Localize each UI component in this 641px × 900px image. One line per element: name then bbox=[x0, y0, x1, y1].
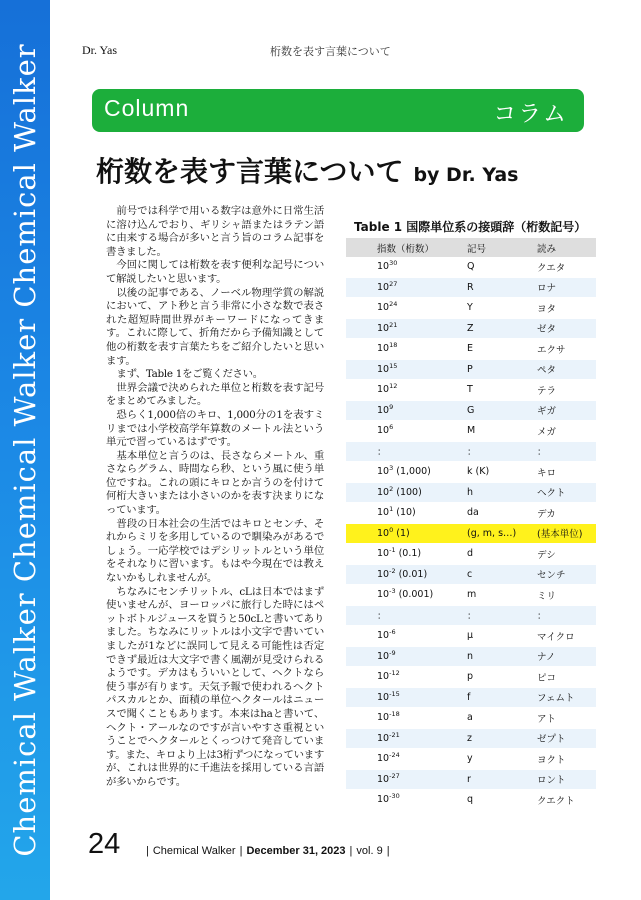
cell-reading: テラ bbox=[537, 380, 596, 401]
exponent-power: -3 bbox=[389, 587, 396, 596]
footer-volume: vol. 9 bbox=[356, 845, 383, 857]
table-row bbox=[346, 503, 596, 524]
exponent-power: 1 bbox=[389, 505, 394, 514]
cell-reading: キロ bbox=[537, 462, 596, 483]
cell-reading: ペタ bbox=[537, 359, 596, 380]
exponent-base: 10 bbox=[377, 691, 390, 703]
cell-exponent bbox=[346, 298, 467, 319]
cell-symbol: T bbox=[467, 380, 537, 401]
exponent-power: -2 bbox=[389, 566, 396, 575]
exponent-base: 10 bbox=[377, 773, 390, 785]
cell-symbol: Y bbox=[467, 298, 537, 319]
exponent-base: 10 bbox=[377, 261, 390, 273]
article-body bbox=[106, 205, 324, 790]
exponent-base: 10 bbox=[377, 527, 390, 539]
exponent-base: 10 bbox=[377, 425, 390, 437]
cell-exponent bbox=[346, 380, 467, 401]
exponent-base: 10 bbox=[377, 630, 390, 642]
cell-symbol: n bbox=[467, 646, 537, 667]
cell-exponent bbox=[346, 687, 467, 708]
exponent-base: 10 bbox=[377, 568, 390, 580]
cell-symbol: R bbox=[467, 277, 537, 298]
cell-exponent bbox=[346, 585, 467, 606]
cell-exponent bbox=[346, 318, 467, 339]
exponent-base: 10 bbox=[377, 404, 390, 416]
article-paragraph: 世界会議で決められた単位と桁数を表す記号をまとめてみました。 bbox=[106, 381, 324, 408]
exponent-base: 10 bbox=[377, 650, 390, 662]
exponent-base: 10 bbox=[377, 712, 390, 724]
table-row bbox=[346, 605, 596, 626]
table-row bbox=[346, 667, 596, 688]
header-reading: 読み bbox=[537, 238, 596, 257]
table-row bbox=[346, 298, 596, 319]
header-title: 桁数を表す言葉について bbox=[270, 45, 391, 58]
exponent-power: -18 bbox=[389, 710, 400, 719]
exponent-base: 10 bbox=[377, 322, 390, 334]
exponent-base: 10 bbox=[377, 589, 390, 601]
cell-reading: エクサ bbox=[537, 339, 596, 360]
cell-exponent bbox=[346, 708, 467, 729]
cell-symbol: p bbox=[467, 667, 537, 688]
footer-separator: | bbox=[239, 845, 243, 857]
cell-symbol: E bbox=[467, 339, 537, 360]
exponent-power: 27 bbox=[389, 279, 398, 288]
article-paragraph: 前号では科学で用いる数字は意外に日常生活に溶け込んでおり、ギリシャ語またはラテン語に由来する場合が多いと言う旨のコラム記事を書きました。 bbox=[106, 205, 324, 258]
table-row bbox=[346, 421, 596, 442]
exponent-power: 12 bbox=[389, 382, 398, 391]
cell-exponent bbox=[346, 790, 467, 811]
cell-exponent bbox=[346, 257, 467, 277]
cell-symbol: c bbox=[467, 564, 537, 585]
exponent-power: 0 bbox=[389, 525, 394, 534]
cell-symbol: a bbox=[467, 708, 537, 729]
exponent-note: (0.1) bbox=[395, 548, 422, 560]
cell-exponent bbox=[346, 462, 467, 483]
cell-reading: ヘクト bbox=[537, 482, 596, 503]
cell-symbol: r bbox=[467, 769, 537, 790]
footer-separator: | bbox=[146, 845, 149, 857]
cell-reading: アト bbox=[537, 708, 596, 729]
cell-symbol: k (K) bbox=[467, 462, 537, 483]
article-title-text: 桁数を表す言葉について bbox=[96, 155, 404, 188]
table-row bbox=[346, 482, 596, 503]
cell-reading: ピコ bbox=[537, 667, 596, 688]
cell-exponent bbox=[346, 749, 467, 770]
exponent-power: 24 bbox=[389, 300, 398, 309]
cell-reading: ヨクト bbox=[537, 749, 596, 770]
table-row bbox=[346, 749, 596, 770]
cell-symbol: f bbox=[467, 687, 537, 708]
cell-exponent bbox=[346, 482, 467, 503]
table-row bbox=[346, 626, 596, 647]
cell-exponent bbox=[346, 728, 467, 749]
cell-reading: メガ bbox=[537, 421, 596, 442]
cell-symbol: da bbox=[467, 503, 537, 524]
exponent-power: -24 bbox=[389, 751, 400, 760]
cell-symbol: Q bbox=[467, 257, 537, 277]
exponent-base: ： bbox=[377, 611, 387, 623]
article-paragraph: 以後の記事である、ノーベル物理学賞の解説において、アト秒と言う非常に小さな数で表された超短時間世界がキーワードになってきます。これに際して、折角だから予備知識として他の桁数を表す言葉たちをご紹介したいと思います。 bbox=[106, 286, 324, 367]
cell-symbol: q bbox=[467, 790, 537, 811]
exponent-base: 10 bbox=[377, 671, 390, 683]
exponent-base: 10 bbox=[377, 384, 390, 396]
exponent-power: -1 bbox=[389, 546, 396, 555]
exponent-base: 10 bbox=[377, 302, 390, 314]
footer-journal: Chemical Walker bbox=[152, 845, 236, 857]
table-row bbox=[346, 769, 596, 790]
cell-reading: クエタ bbox=[537, 257, 596, 277]
cell-exponent bbox=[346, 503, 467, 524]
cell-exponent bbox=[346, 523, 467, 544]
cell-reading: デカ bbox=[537, 503, 596, 524]
exponent-power: -12 bbox=[389, 669, 400, 678]
exponent-power: -30 bbox=[389, 792, 400, 801]
table-row bbox=[346, 400, 596, 421]
exponent-power: 9 bbox=[389, 402, 394, 411]
table-row bbox=[346, 277, 596, 298]
cell-exponent bbox=[346, 277, 467, 298]
table-row bbox=[346, 544, 596, 565]
table-row bbox=[346, 380, 596, 401]
exponent-power: -27 bbox=[389, 771, 400, 780]
table-row bbox=[346, 790, 596, 811]
exponent-note: (0.001) bbox=[395, 589, 434, 601]
article-paragraph: 今回に関しては桁数を表す便利な記号について解説したいと思います。 bbox=[106, 259, 324, 285]
cell-symbol: Z bbox=[467, 318, 537, 339]
cell-symbol: M bbox=[467, 421, 537, 442]
table-row bbox=[346, 564, 596, 585]
cell-symbol: z bbox=[467, 728, 537, 749]
table-row bbox=[346, 318, 596, 339]
table-row bbox=[346, 359, 596, 380]
table-row bbox=[346, 728, 596, 749]
table-header-row bbox=[346, 238, 596, 257]
exponent-power: 30 bbox=[389, 259, 398, 268]
cell-reading: ロナ bbox=[537, 277, 596, 298]
exponent-power: -9 bbox=[389, 648, 396, 657]
exponent-base: 10 bbox=[377, 753, 390, 765]
cell-symbol: G bbox=[467, 400, 537, 421]
exponent-base: 10 bbox=[377, 281, 390, 293]
exponent-power: 21 bbox=[389, 320, 398, 329]
cell-symbol: μ bbox=[467, 626, 537, 647]
column-banner bbox=[92, 89, 584, 132]
cell-symbol: h bbox=[467, 482, 537, 503]
banner-english-label: Column bbox=[104, 95, 190, 121]
cell-reading: デシ bbox=[537, 544, 596, 565]
article-byline: by Dr. Yas bbox=[413, 164, 519, 186]
cell-exponent bbox=[346, 544, 467, 565]
cell-exponent bbox=[346, 441, 467, 462]
article-paragraph: 恐らく1,000倍のキロ、1,000分の1を表すミリまでは小学校高学年算数のメートル法という単元で習っているはずです。 bbox=[106, 408, 324, 449]
exponent-power: 18 bbox=[389, 341, 398, 350]
exponent-base: 10 bbox=[377, 548, 390, 560]
cell-reading: ナノ bbox=[537, 646, 596, 667]
cell-exponent bbox=[346, 564, 467, 585]
prefix-table bbox=[346, 238, 596, 811]
cell-exponent bbox=[346, 646, 467, 667]
footer-date: December 31, 2023 bbox=[246, 845, 346, 857]
sidebar-journal-name: Chemical Walker Chemical Walker Chemical Walker bbox=[8, 43, 42, 857]
exponent-power: -15 bbox=[389, 689, 400, 698]
header-exponent: 指数（桁数） bbox=[346, 238, 467, 257]
cell-reading: (基本単位) bbox=[537, 523, 596, 544]
exponent-power: 2 bbox=[389, 484, 394, 493]
cell-symbol: P bbox=[467, 359, 537, 380]
cell-exponent bbox=[346, 769, 467, 790]
table-row bbox=[346, 585, 596, 606]
cell-exponent bbox=[346, 339, 467, 360]
exponent-power: 6 bbox=[389, 423, 394, 432]
cell-reading: センチ bbox=[537, 564, 596, 585]
cell-symbol: (g, m, s…) bbox=[467, 523, 537, 544]
footer-meta bbox=[142, 845, 394, 857]
article-paragraph: 普段の日本社会の生活ではキロとセンチ、それからミリを多用しているので馴染みがあるでしょう。一応学校ではデシリットルという単位をそれなりに習います。もはや今現在では教えないかもしれませんが。 bbox=[106, 517, 324, 585]
cell-exponent bbox=[346, 626, 467, 647]
exponent-power: 15 bbox=[389, 361, 398, 370]
exponent-base: 10 bbox=[377, 486, 390, 498]
exponent-base: 10 bbox=[377, 343, 390, 355]
cell-reading: ゼタ bbox=[537, 318, 596, 339]
header-symbol: 記号 bbox=[467, 238, 537, 257]
exponent-base: 10 bbox=[377, 794, 390, 806]
cell-reading: フェムト bbox=[537, 687, 596, 708]
header-author: Dr. Yas bbox=[82, 43, 118, 57]
exponent-base: 10 bbox=[377, 507, 390, 519]
exponent-note: (100) bbox=[393, 486, 422, 498]
exponent-base: 10 bbox=[377, 363, 390, 375]
cell-exponent bbox=[346, 667, 467, 688]
cell-exponent bbox=[346, 421, 467, 442]
cell-symbol: m bbox=[467, 585, 537, 606]
table-row bbox=[346, 462, 596, 483]
article-title bbox=[96, 150, 518, 190]
exponent-base: 10 bbox=[377, 466, 390, 478]
exponent-note: (1,000) bbox=[393, 466, 431, 478]
table-row bbox=[346, 687, 596, 708]
cell-reading: ギガ bbox=[537, 400, 596, 421]
cell-reading: ミリ bbox=[537, 585, 596, 606]
exponent-power: 3 bbox=[389, 464, 394, 473]
cell-exponent bbox=[346, 400, 467, 421]
banner-japanese-label: コラム bbox=[493, 101, 568, 127]
table-row bbox=[346, 708, 596, 729]
cell-reading: クエクト bbox=[537, 790, 596, 811]
cell-reading: マイクロ bbox=[537, 626, 596, 647]
cell-reading: ： bbox=[537, 441, 596, 462]
page-number: 24 bbox=[88, 828, 121, 860]
exponent-note: (0.01) bbox=[395, 568, 428, 580]
footer-separator: | bbox=[386, 845, 390, 857]
sidebar-band bbox=[0, 0, 50, 900]
footer-separator: | bbox=[349, 845, 353, 857]
table-body bbox=[346, 257, 596, 810]
cell-exponent bbox=[346, 605, 467, 626]
article-paragraph: まず、Table 1をご覧ください。 bbox=[116, 368, 263, 381]
cell-reading: ロント bbox=[537, 769, 596, 790]
cell-reading: ヨタ bbox=[537, 298, 596, 319]
exponent-base: 10 bbox=[377, 732, 390, 744]
table-row bbox=[346, 257, 596, 277]
table-caption: Table 1 国際単位系の接頭辞（桁数記号） bbox=[354, 220, 587, 234]
table-row bbox=[346, 646, 596, 667]
exponent-note: (10) bbox=[393, 507, 416, 519]
cell-symbol: ： bbox=[467, 605, 537, 626]
cell-symbol: d bbox=[467, 544, 537, 565]
article-paragraph: ちなみにセンチリットル、cLは日本ではまず使いませんが、ヨーロッパに旅行した時にはペットボトルジュースを買うと50cLと書いてありました。ちなみにリットルは小文字で書いていましたが1などに誤同して見える可能性は否定できず最近は大文字で書く風潮が見受けられるようです。デカはもういいとして、ヘクトなら使う事が有ります。天気予報で使われるヘクトパスカルとか、面積の単位ヘクタールはニュースで聞くこともあります。本来はhaと書いて、ヘクト・アールなのですが言いやすさ重視ということでヘクタールとくっつけて発音しています。また、キロより上は3桁ずつになっていますが、これは世界的に千進法を採用している言語が多いからです。 bbox=[106, 585, 324, 788]
table-row bbox=[346, 339, 596, 360]
table-row bbox=[346, 441, 596, 462]
article-paragraph: 基本単位と言うのは、長さならメートル、重さならグラム、時間なら秒、という風に使う単位ですね。これの頭にキロとか言うのを付けて何桁大きいまたは小さいのかを表す決まりになっています。 bbox=[106, 449, 324, 517]
cell-symbol: y bbox=[467, 749, 537, 770]
cell-exponent bbox=[346, 359, 467, 380]
cell-reading: ゼプト bbox=[537, 728, 596, 749]
exponent-base: ： bbox=[377, 447, 387, 459]
exponent-power: -6 bbox=[389, 628, 396, 637]
cell-reading: ： bbox=[537, 605, 596, 626]
cell-symbol: ： bbox=[467, 441, 537, 462]
table-row bbox=[346, 523, 596, 544]
exponent-power: -21 bbox=[389, 730, 400, 739]
exponent-note: (1) bbox=[393, 527, 410, 539]
